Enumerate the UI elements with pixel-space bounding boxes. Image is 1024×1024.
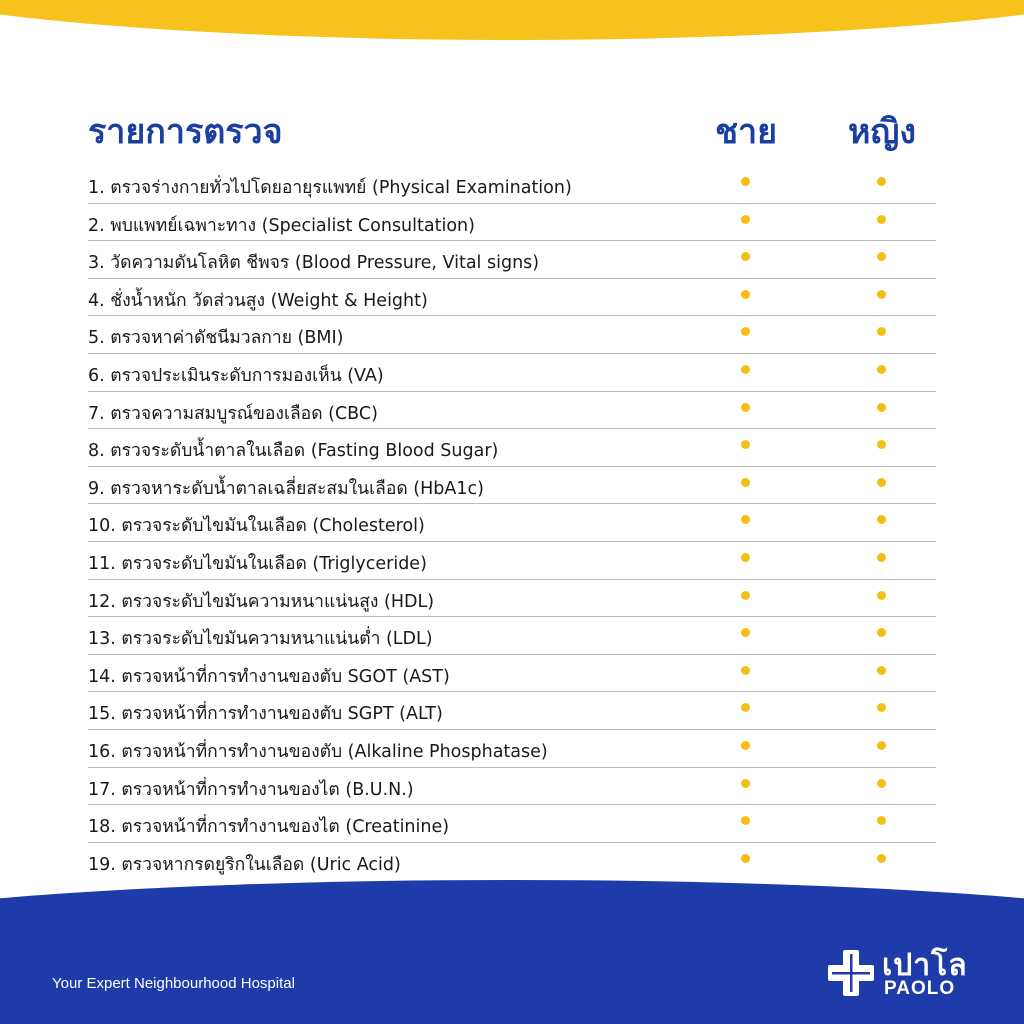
table-row bbox=[88, 730, 936, 768]
exam-item-label: 9. ตรวจหาระดับน้ำตาลเฉลี่ยสะสมในเลือด (HbA1c) bbox=[88, 478, 484, 499]
table-row bbox=[88, 316, 936, 354]
exam-item-label: 6. ตรวจประเมินระดับการมองเห็น (VA) bbox=[88, 365, 384, 386]
exam-item-label: 3. วัดความดันโลหิต ชีพจร (Blood Pressure, Vital signs) bbox=[88, 253, 540, 274]
exam-item-label: 1. ตรวจร่างกายทั่วไปโดยอายุรแพทย์ (Physical Examination) bbox=[88, 178, 572, 198]
female-included-dot-icon bbox=[877, 365, 886, 374]
female-included-dot-icon bbox=[877, 703, 886, 712]
female-included-dot-icon bbox=[877, 440, 886, 449]
female-included-dot-icon bbox=[877, 666, 886, 675]
table-row bbox=[88, 429, 936, 467]
table-row bbox=[88, 241, 936, 279]
male-included-dot-icon bbox=[741, 403, 750, 412]
exam-item-label: 10. ตรวจระดับไขมันในเลือด (Cholesterol) bbox=[88, 516, 425, 537]
male-included-dot-icon bbox=[741, 703, 750, 712]
male-included-dot-icon bbox=[741, 741, 750, 750]
female-included-dot-icon bbox=[877, 290, 886, 299]
female-included-dot-icon bbox=[877, 515, 886, 524]
exam-item-label: 15. ตรวจหน้าที่การทำงานของตับ SGPT (ALT) bbox=[88, 704, 443, 725]
female-included-dot-icon bbox=[877, 215, 886, 224]
male-included-dot-icon bbox=[741, 515, 750, 524]
male-included-dot-icon bbox=[741, 666, 750, 675]
male-included-dot-icon bbox=[741, 816, 750, 825]
table-row bbox=[88, 166, 936, 204]
table-row bbox=[88, 692, 936, 730]
table-row bbox=[88, 204, 936, 242]
exam-item-label: 8. ตรวจระดับน้ำตาลในเลือด (Fasting Blood Sugar) bbox=[88, 441, 499, 462]
female-included-dot-icon bbox=[877, 591, 886, 600]
top-decorative-arc bbox=[0, 0, 1024, 40]
male-included-dot-icon bbox=[741, 365, 750, 374]
table-row bbox=[88, 504, 936, 542]
exam-item-label: 13. ตรวจระดับไขมันความหนาแน่นต่ำ (LDL) bbox=[88, 629, 433, 650]
table-row bbox=[88, 354, 936, 392]
male-included-dot-icon bbox=[741, 591, 750, 600]
exam-item-label: 11. ตรวจระดับไขมันในเลือด (Triglyceride) bbox=[88, 553, 427, 574]
female-included-dot-icon bbox=[877, 779, 886, 788]
exam-item-label: 17. ตรวจหน้าที่การทำงานของไต (B.U.N.) bbox=[88, 779, 414, 800]
female-included-dot-icon bbox=[877, 553, 886, 562]
exam-item-label: 19. ตรวจหากรดยูริกในเลือด (Uric Acid) bbox=[88, 854, 401, 875]
exam-item-label: 14. ตรวจหน้าที่การทำงานของตับ SGOT (AST) bbox=[88, 666, 450, 687]
male-included-dot-icon bbox=[741, 628, 750, 637]
male-included-dot-icon bbox=[741, 177, 750, 186]
male-included-dot-icon bbox=[741, 478, 750, 487]
table-row bbox=[88, 580, 936, 618]
exam-item-label: 12. ตรวจระดับไขมันความหนาแน่นสูง (HDL) bbox=[88, 591, 435, 612]
cross-plus-icon bbox=[826, 948, 876, 998]
column-header-female: หญิง bbox=[848, 112, 916, 152]
female-included-dot-icon bbox=[877, 327, 886, 336]
table-row bbox=[88, 467, 936, 505]
table-row bbox=[88, 279, 936, 317]
male-included-dot-icon bbox=[741, 290, 750, 299]
male-included-dot-icon bbox=[741, 779, 750, 788]
checkup-list bbox=[88, 166, 936, 880]
table-row bbox=[88, 655, 936, 693]
column-header-male: ชาย bbox=[714, 112, 778, 152]
exam-item-label: 4. ชั่งน้ำหนัก วัดส่วนสูง (Weight & Height) bbox=[88, 290, 428, 311]
table-row bbox=[88, 617, 936, 655]
table-row bbox=[88, 768, 936, 806]
male-included-dot-icon bbox=[741, 553, 750, 562]
female-included-dot-icon bbox=[877, 403, 886, 412]
logo-thai-text: เปาโล bbox=[882, 948, 968, 983]
footer-tagline: Your Expert Neighbourhood Hospital bbox=[52, 975, 295, 992]
exam-item-label: 2. พบแพทย์เฉพาะทาง (Specialist Consultation) bbox=[88, 215, 475, 236]
female-included-dot-icon bbox=[877, 816, 886, 825]
table-row bbox=[88, 392, 936, 430]
logo-latin-text: PAOLO bbox=[884, 978, 956, 999]
male-included-dot-icon bbox=[741, 854, 750, 863]
female-included-dot-icon bbox=[877, 628, 886, 637]
exam-item-label: 5. ตรวจหาค่าดัชนีมวลกาย (BMI) bbox=[88, 328, 344, 349]
female-included-dot-icon bbox=[877, 177, 886, 186]
table-header bbox=[88, 104, 936, 154]
paolo-logo bbox=[826, 942, 986, 1004]
table-row bbox=[88, 805, 936, 843]
male-included-dot-icon bbox=[741, 440, 750, 449]
female-included-dot-icon bbox=[877, 252, 886, 261]
male-included-dot-icon bbox=[741, 252, 750, 261]
exam-item-label: 16. ตรวจหน้าที่การทำงานของตับ (Alkaline Phosphatase) bbox=[88, 741, 548, 762]
male-included-dot-icon bbox=[741, 215, 750, 224]
female-included-dot-icon bbox=[877, 741, 886, 750]
female-included-dot-icon bbox=[877, 478, 886, 487]
table-row bbox=[88, 843, 936, 881]
exam-item-label: 7. ตรวจความสมบูรณ์ของเลือด (CBC) bbox=[88, 403, 378, 424]
exam-item-label: 18. ตรวจหน้าที่การทำงานของไต (Creatinine) bbox=[88, 817, 450, 838]
female-included-dot-icon bbox=[877, 854, 886, 863]
male-included-dot-icon bbox=[741, 327, 750, 336]
page-title: รายการตรวจ bbox=[88, 112, 283, 152]
table-row bbox=[88, 542, 936, 580]
